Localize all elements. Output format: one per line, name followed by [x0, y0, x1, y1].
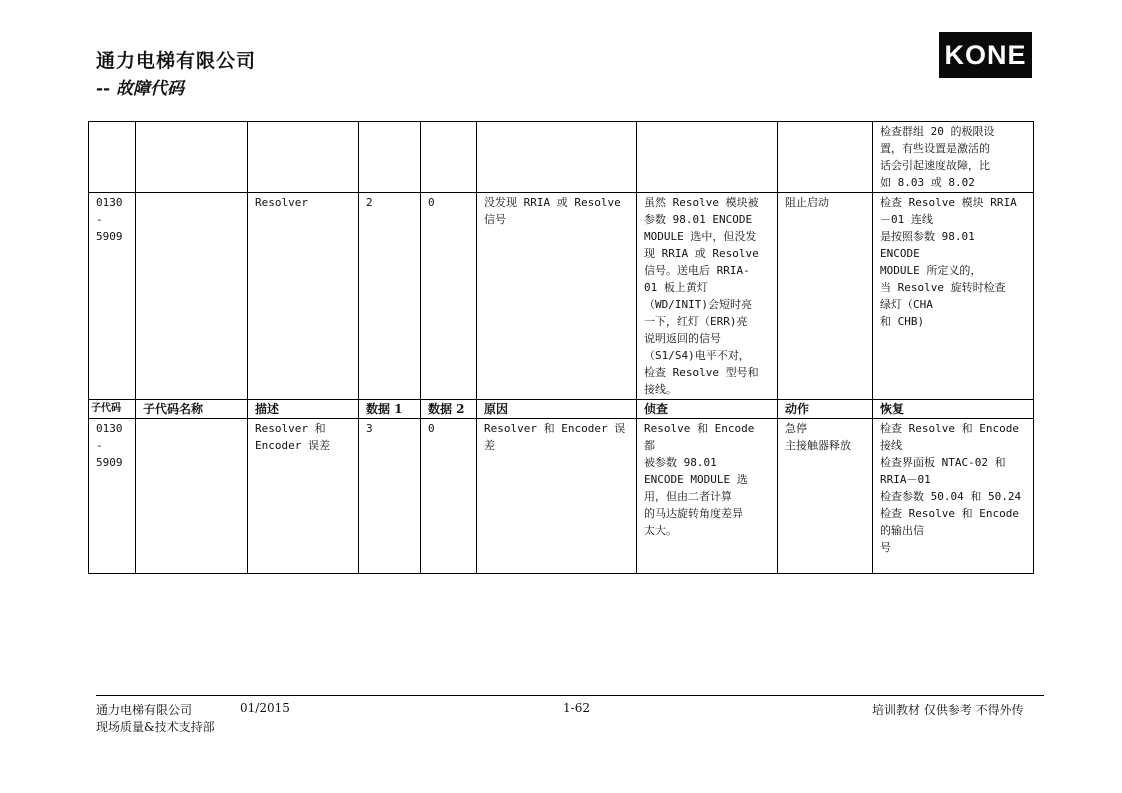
footer-date: 01/2015 [240, 701, 290, 715]
cell-code: 0130- 5909 [89, 419, 136, 574]
cell-cause: 没发现 RRIA 或 Resolve 信号 [477, 193, 637, 400]
cell-recovery: 检查 Resolve 模块 RRIA －01 连线 是按照参数 98.01 ENCODE MODULE 所定义的， 当 Resolve 旋转时检查 绿灯（CHA 和 CHB) [873, 193, 1034, 400]
page-number: 1-62 [563, 701, 590, 715]
cell-name [136, 122, 248, 193]
column-header: 描述 [248, 400, 359, 419]
footer-company: 通力电梯有限公司 [96, 703, 193, 717]
table-row [89, 193, 1034, 400]
cell-detect: 虽然 Resolve 模块被 参数 98.01 ENCODE MODULE 选中，但没发 现 RRIA 或 Resolve 信号。送电后 RRIA- 01 板上黄灯 （WD/INIT)会短时亮 一下，红灯（ERR)亮 说明返回的信号 （S1/S4)电平不对， 检查 Resolve 型号和 接线。 [637, 193, 778, 400]
company-name: 通力电梯有限公司 [96, 50, 257, 72]
cell-name [136, 419, 248, 574]
cell-cause [477, 122, 637, 193]
footer-department: 现场质量&技术支持部 [96, 720, 215, 734]
column-header: 数据 2 [421, 400, 477, 419]
column-header: 恢复 [873, 400, 1034, 419]
cell-data2: 0 [421, 193, 477, 400]
cell-action [778, 122, 873, 193]
cell-name [136, 193, 248, 400]
column-header: 子代码 [89, 400, 136, 419]
table-row [89, 419, 1034, 574]
cell-data1: 3 [359, 419, 421, 574]
cell-desc [248, 122, 359, 193]
footer-notice: 培训教材 仅供参考 不得外传 [872, 703, 1024, 717]
cell-detect: Resolve 和 Encode 都 被参数 98.01 ENCODE MODULE 选 用，但由二者计算 的马达旋转角度差异 太大。 [637, 419, 778, 574]
cell-recovery: 检查群组 20 的极限设 置，有些设置是激活的 话会引起速度故障，比 如 8.03 或 8.02 [873, 122, 1034, 193]
cell-data2: 0 [421, 419, 477, 574]
cell-data1 [359, 122, 421, 193]
cell-data1: 2 [359, 193, 421, 400]
cell-code: 0130- 5909 [89, 193, 136, 400]
cell-detect [637, 122, 778, 193]
cell-code [89, 122, 136, 193]
cell-desc: Resolver [248, 193, 359, 400]
kone-logo [939, 32, 1032, 78]
column-header: 子代码名称 [136, 400, 248, 419]
column-header: 数据 1 [359, 400, 421, 419]
cell-cause: Resolver 和 Encoder 误 差 [477, 419, 637, 574]
column-header: 动作 [778, 400, 873, 419]
fault-code-table [88, 121, 1034, 574]
cell-recovery: 检查 Resolve 和 Encode 接线 检查界面板 NTAC-02 和 RRIA－01 检查参数 50.04 和 50.24 检查 Resolve 和 Encode 的输出信 号 [873, 419, 1034, 574]
table-header-row [89, 400, 1034, 419]
column-header: 原因 [477, 400, 637, 419]
column-header: 侦查 [637, 400, 778, 419]
cell-desc: Resolver 和 Encoder 误差 [248, 419, 359, 574]
document-subtitle: -- 故障代码 [96, 79, 185, 99]
footer-divider [96, 695, 1044, 696]
cell-data2 [421, 122, 477, 193]
cell-action: 急停 主接触器释放 [778, 419, 873, 574]
logo-text: KONE [944, 39, 1027, 70]
cell-action: 阻止启动 [778, 193, 873, 400]
table-row-continued [89, 122, 1034, 193]
